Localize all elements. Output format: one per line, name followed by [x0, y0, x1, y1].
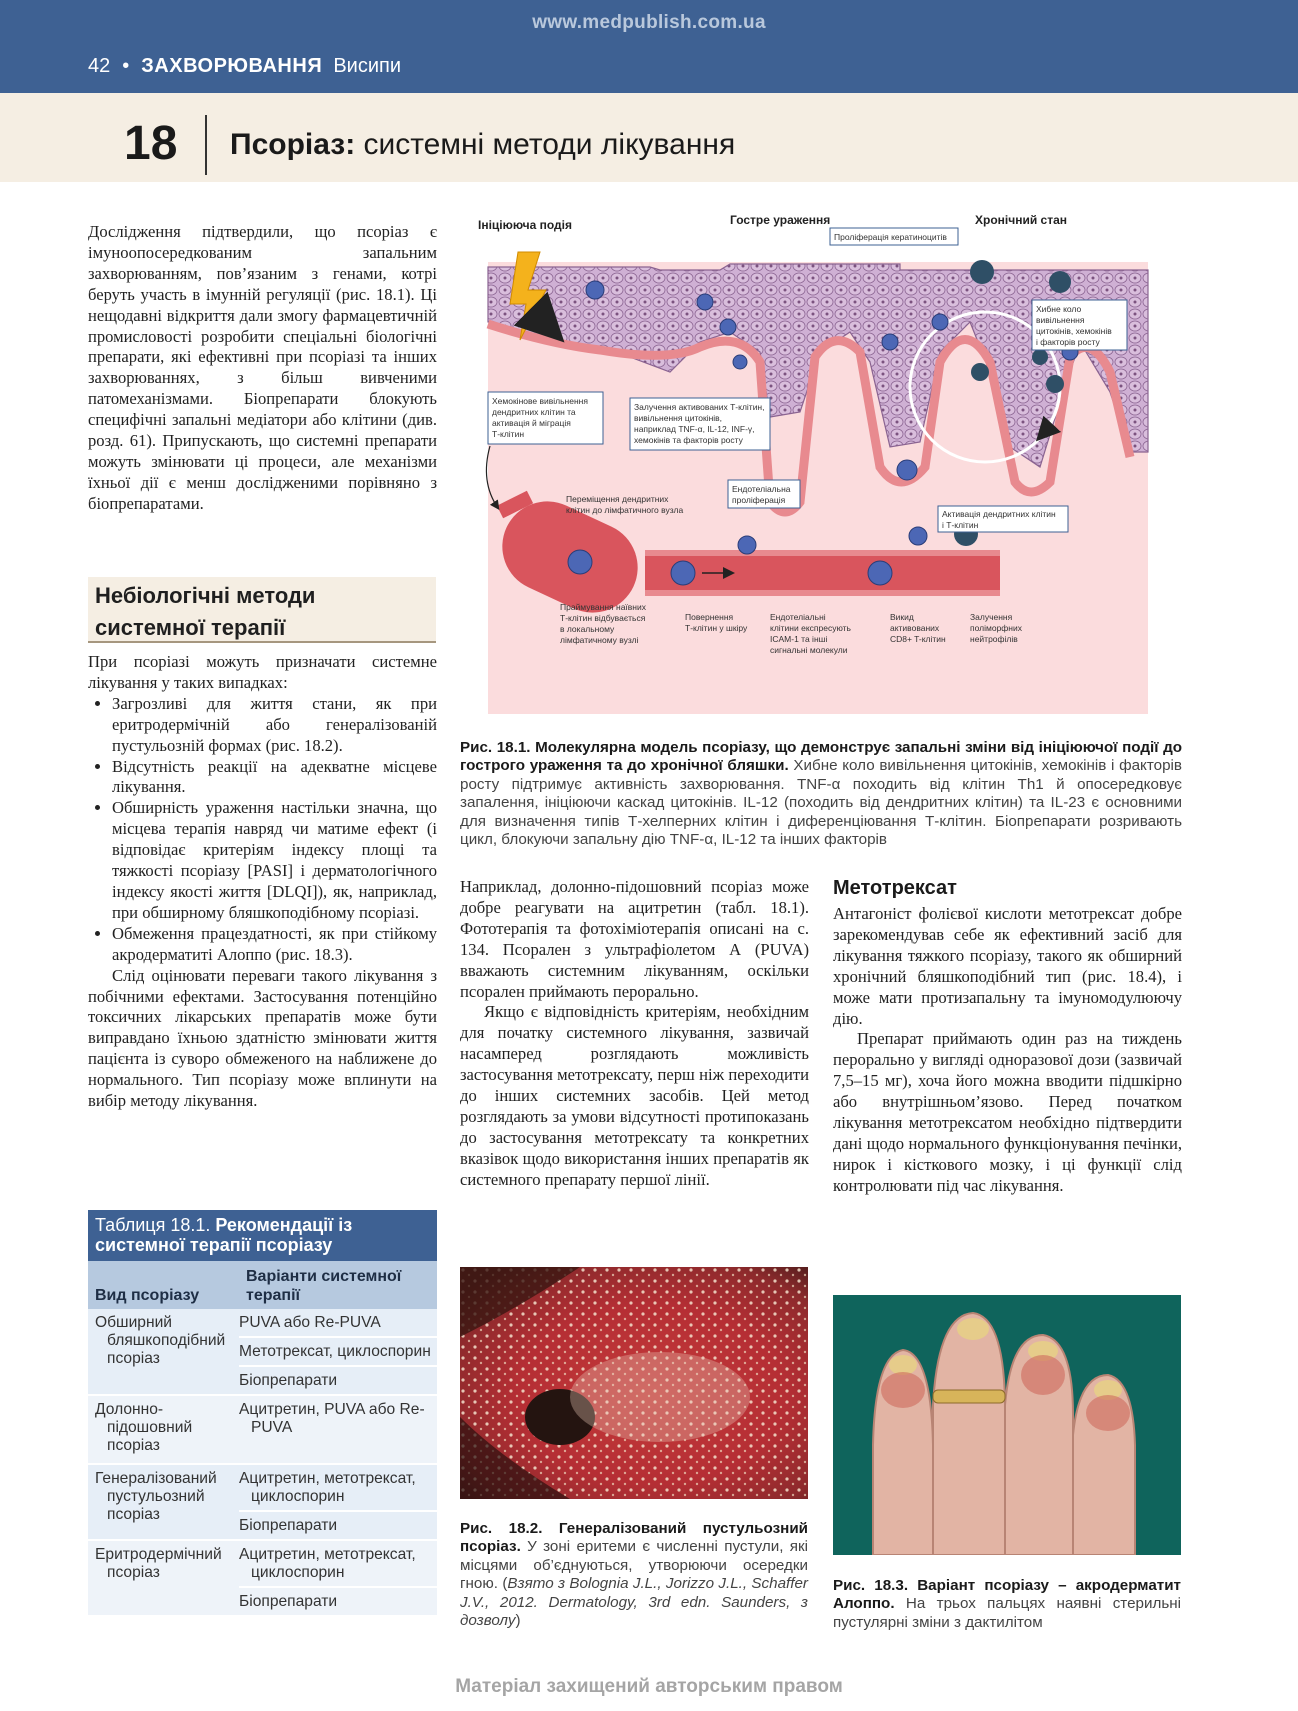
therapy-option: Ацитретин, PUVA або Re-PUVA	[239, 1401, 425, 1436]
therapy-option: Ацитретин, метотрексат, циклоспорин	[239, 1465, 437, 1512]
bullet-separator: •	[122, 55, 130, 77]
label-migration-line: Переміщення дендритних	[566, 494, 669, 504]
photo-pustular-psoriasis-image	[460, 1267, 808, 1499]
section-heading-line1: Небіологічні методи	[95, 583, 316, 608]
table-row	[88, 1396, 437, 1465]
box-activation-line: Активація дендритних клітин	[942, 509, 1056, 519]
t-cell	[671, 561, 695, 585]
box-endothelial-line: Ендотеліальна	[732, 484, 791, 494]
t-cell	[909, 527, 927, 545]
psoriasis-type: Еритродермічний псоріаз	[95, 1546, 222, 1581]
figure2-caption-source: Взято з Bolognia J.L., Jorizzo J.L., Schaffer J.V., 2012. Dermatology, 3rd edn. Saunders, з дозволу	[460, 1575, 808, 1630]
therapy-option: Біопрепарати	[239, 1372, 338, 1389]
t-cell	[738, 536, 756, 554]
figure1-caption-text: Хибне коло вивільнення цитокінів, хемокінів і факторів росту підтримує активність захворювання. TNF-α походить від клітин Th1 й опосередковує запалення, ініціюючи каскад цитокінів. IL-12 (походить від дендритних клітин) та IL-23 є основними для визначення типів Т-хелперних клітин і диференціювання Т-клітин. Біопрепарати розривають цикл, блокуючи запальну дію TNF-α, IL-12 та інших факторів	[460, 757, 1182, 849]
figure3-caption-text: На трьох пальцях наявні стерильні пустулярні зміни з дактилітом	[833, 1595, 1181, 1631]
therapy-table	[88, 1210, 437, 1617]
label-priming-line: Т-клітин відбувається	[560, 613, 646, 623]
box-vicious-line: цитокінів, хемокінів	[1036, 326, 1112, 336]
site-url[interactable]: www.medpublish.com.ua	[532, 12, 766, 33]
box-involvement-line: вивільнення цитокінів,	[634, 413, 723, 423]
photo-acrodermatitis-image	[833, 1295, 1181, 1555]
chapter-divider	[205, 115, 207, 175]
label-icam-line: сигнальні молекули	[770, 645, 848, 655]
figure2-caption-title: Рис. 18.2. Генералізований пустульозний псоріаз.	[460, 1520, 808, 1556]
list-item: • Обширність ураження настільки значна, що місцева терапія навряд чи матиме ефект (і відповідає критеріям індексу площі та тяжкості псоріазу [PASI] і дерматологічного індексу якості життя [DLQI]), як, наприклад, при обширному бляшкоподібному псоріазі.	[112, 798, 437, 923]
label-migration-line: клітин до лімфатичного вузла	[566, 505, 684, 515]
table-row	[88, 1465, 437, 1541]
page-number: 42	[88, 55, 111, 77]
therapy-option: Біопрепарати	[239, 1517, 338, 1534]
label-neutro-line: Залучення	[970, 612, 1013, 622]
box-chemokine-line: Т-клітин	[492, 429, 525, 439]
photo-pustular-psoriasis	[460, 1267, 808, 1499]
box-chemokine-line: дендритних клітин та	[492, 407, 576, 417]
indication-list	[88, 694, 437, 966]
table-caption-prefix: Таблиця 18.1.	[95, 1215, 216, 1235]
intro-text	[88, 222, 437, 515]
psoriasis-model-diagram	[470, 212, 1180, 717]
table-col-type: Вид псоріазу	[95, 1287, 200, 1304]
intro-paragraph: Дослідження підтвердили, що псоріаз є імуноопосередкованим запальним захворюванням, пов’язаним з генами, котрі беруть участь в імунній регуляції (рис. 18.1). Ці нещодавні відкриття дали змогу фармацевтичній промисловості розробити спеціальні біологічні препарати, які ефективні при псоріазі та інших захворюваннях, з більш вивченими патомеханізмами. Біопрепарати блокують специфічні запальні медіатори або клітини (див. розд. 61). Припускають, що системні препарати можуть змінювати ці процеси, але механізми їхньої дії є менш дослідженими порівняно з біопрепаратами.	[88, 222, 437, 513]
nonbio-lead: При псоріазі можуть призначати системне лікування у таких випадках:	[88, 652, 437, 692]
section-heading-line2: системної терапії	[95, 615, 286, 640]
methotrexate-section	[833, 877, 1182, 1197]
methotrexate-paragraph-2: Препарат приймають один раз на тиждень перорально у вигляді одноразової дози (зазвичай 7,5–15 мг), хоча його можна вводити підшкірно або внутрішньом’язово. Перед початком лікування метотрексатом необхідно підтвердити дані щодо нормального функціонування печінки, нирок і кісткового мозку, і ці функції слід контролювати під час лікування.	[833, 1029, 1182, 1195]
section-name: ЗАХВОРЮВАННЯ	[141, 55, 323, 77]
box-vicious-line: і факторів росту	[1036, 337, 1100, 347]
running-head	[88, 55, 401, 78]
figure2-caption	[460, 1520, 808, 1630]
t-cell	[868, 561, 892, 585]
box-activation-line: і Т-клітин	[942, 520, 979, 530]
figure1-caption	[460, 739, 1182, 849]
box-involvement-line: хемокінів та факторів росту	[634, 435, 743, 445]
list-item: • Загрозливі для життя стани, як при еритродермічній або генералізованій пустульозній формах (рис. 18.2).	[112, 694, 437, 757]
box-endothelial-line: проліферація	[732, 495, 786, 505]
chapter-title-rest: системні методи лікування	[355, 128, 736, 161]
subsection-name: Висипи	[333, 55, 402, 77]
label-neutro-line: поліморфних	[970, 623, 1022, 633]
chapter-title	[230, 128, 735, 162]
middle-paragraph-2: Якщо є відповідність критеріям, необхідним для початку системного лікування, зазвичай насамперед розглядають можливість застосування метотрексату, перш ніж переходити до інших системних засобів. Цей метод розглядають за умови відсутності протипоказань до застосування метотрексату та конкретних вказівок щодо використання інших препаратів як системного препарату першої лінії.	[460, 1002, 809, 1189]
psoriasis-type: Долонно-підошовний псоріаз	[95, 1401, 193, 1454]
copyright-footer: Матеріал захищений авторським правом	[455, 1676, 843, 1697]
label-acute: Гостре ураження	[730, 213, 831, 227]
nonbio-text	[88, 652, 437, 1112]
label-return-line: Повернення	[685, 612, 734, 622]
table-row	[88, 1309, 437, 1396]
psoriasis-type: Обширний бляшкоподібний псоріаз	[95, 1314, 226, 1367]
methotrexate-heading: Метотрексат	[833, 877, 957, 899]
middle-text	[460, 877, 809, 1191]
figure2-caption-end: )	[515, 1612, 521, 1630]
psoriasis-type: Генералізований пустульозний псоріаз	[95, 1470, 217, 1523]
label-icam-line: Ендотеліальні	[770, 612, 826, 622]
label-icam-line: клітини експресують	[770, 623, 851, 633]
therapy-option: Ацитретин, метотрексат, циклоспорин	[239, 1541, 437, 1588]
box-keratinocyte-text: Проліферація кератиноцитів	[834, 232, 947, 242]
label-cd8-line: CD8+ T-клітин	[890, 634, 946, 644]
section-heading-nonbio	[88, 577, 436, 643]
svg-text:Переміщення дендритних клі	[566, 494, 683, 515]
chapter-number: 18	[124, 117, 178, 170]
label-neutro-line: нейтрофілів	[970, 634, 1018, 644]
label-cd8-line: активованих	[890, 623, 940, 633]
list-item: • Обмеження працездатності, як при стійкому акродерматиті Алоппо (рис. 18.3).	[112, 924, 437, 966]
figure1-caption-title: Рис. 18.1. Молекулярна модель псоріазу, що демонструє запальні зміни від ініціюючої події до гострого ураження та до хронічної бляшки.	[460, 739, 1182, 775]
therapy-option: Метотрексат, циклоспорин	[239, 1338, 437, 1367]
methotrexate-paragraph-1: Антагоніст фолієвої кислоти метотрексат добре зарекомендував себе як ефективний засіб для лікування тяжкого псоріазу, такого як обширний хронічний бляшкоподібний тип (рис. 18.4), і може мати протизапальну та імуномодулюючу дію.	[833, 904, 1182, 1028]
box-involvement-line: Залучення активованих Т-клітин,	[634, 402, 765, 412]
label-return-line: Т-клітин у шкіру	[685, 623, 748, 633]
photo-acrodermatitis	[833, 1295, 1181, 1555]
box-involvement-line: наприклад TNF-α, IL-12, INF-γ,	[634, 424, 755, 434]
label-chronic: Хронічний стан	[975, 213, 1068, 227]
nonbio-closing: Слід оцінювати переваги такого лікування з побічними ефектами. Застосування потенційно токсичних лікарських препаратів може бути виправдано їхньою здатністю змінювати життя пацієнта із суворо обмеженого на наближене до нормального. Тип псоріазу може вплинути на вибір методу лікування.	[88, 965, 437, 1111]
table-caption	[88, 1210, 437, 1261]
middle-paragraph-1: Наприклад, долонно-підошовний псоріаз може добре реагувати на ацитретин (табл. 18.1). Фототерапія та фотохіміотерапія описані на с. 134. Псорален з ультрафіолетом А (PUVA) вважають системним лікуванням, оскільки псорален приймають перорально.	[460, 877, 809, 1001]
label-initiating: Ініціююча подія	[478, 218, 573, 232]
box-chemokine-line: активація й міграція	[492, 418, 571, 428]
box-chemokine-line: Хемокінове вивільнення	[492, 396, 588, 406]
figure3-caption	[833, 1577, 1181, 1632]
label-priming-line: в локальному	[560, 624, 615, 634]
label-cd8-line: Викид	[890, 612, 914, 622]
list-item: • Відсутність реакції на адекватне місцеве лікування.	[112, 757, 437, 799]
therapy-option: PUVA або Re-PUVA	[239, 1309, 437, 1338]
label-icam-line: ICAM-1 та інші	[770, 634, 828, 644]
table-col-options: Варіанти системної терапії	[246, 1268, 402, 1304]
box-vicious-line: вивільнення	[1036, 315, 1085, 325]
table-caption-title: Рекомендації із системної терапії псоріазу	[95, 1215, 353, 1255]
label-priming-line: Праймування наївних	[560, 602, 646, 612]
label-priming-line: лімфатичному вузлі	[560, 635, 639, 645]
chapter-title-bold: Псоріаз:	[230, 128, 356, 161]
table-header	[88, 1261, 437, 1309]
figure2-caption-text: У зоні еритеми є численні пустули, які місцями об’єднуються, утворюючи осередки гною. (	[460, 1538, 808, 1593]
table-row	[88, 1541, 437, 1617]
figure3-caption-title: Рис. 18.3. Варіант псоріазу – акродерматит Алоппо.	[833, 1577, 1181, 1613]
box-vicious-line: Хибне коло	[1036, 304, 1082, 314]
therapy-option: Біопрепарати	[239, 1593, 338, 1610]
svg-text:Ендотеліальна проліферація	[732, 484, 793, 505]
